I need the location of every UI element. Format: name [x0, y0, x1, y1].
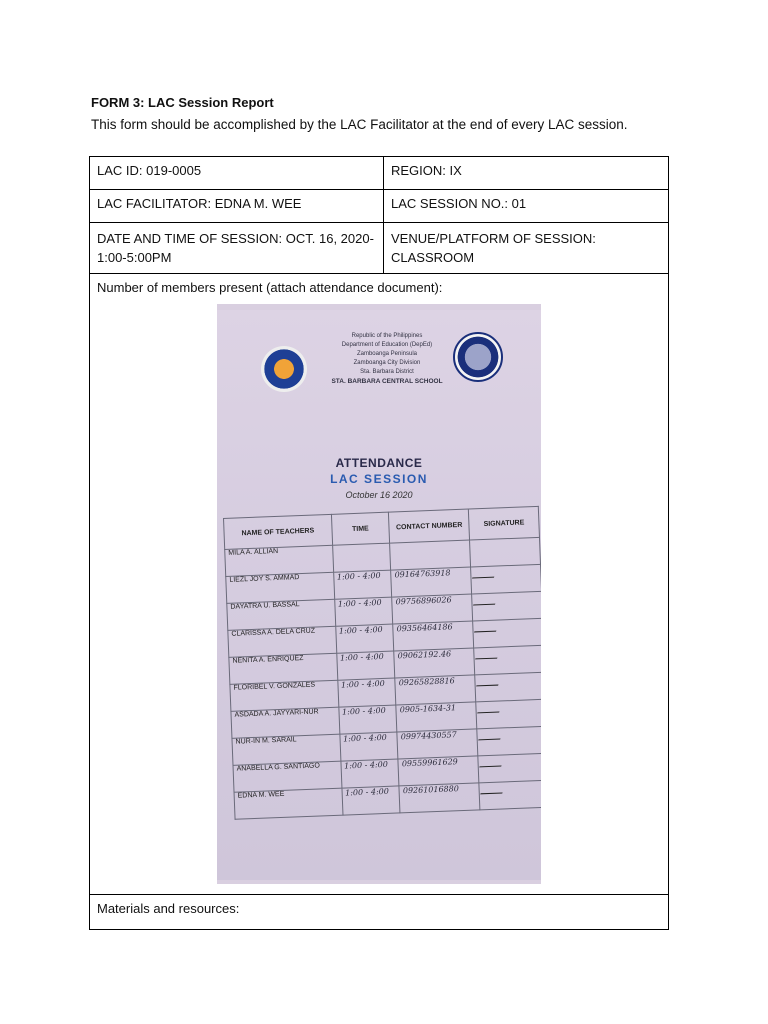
letterhead-line: Republic of the Philippines	[351, 333, 423, 339]
time-cell: 1:00 - 4:00	[341, 786, 400, 815]
venue-cell: VENUE/PLATFORM OF SESSION: CLASSROOM	[384, 223, 669, 274]
teacher-name: LIEZL JOY S. AMMAD	[226, 572, 334, 603]
signature-icon	[479, 755, 506, 767]
school-name: STA. BARBARA CENTRAL SCHOOL	[331, 378, 443, 385]
time-cell: 1:00 - 4:00	[333, 570, 392, 599]
letterhead-line: Sta. Barbara District	[360, 369, 414, 375]
column-header: NAME OF TEACHERS	[224, 514, 333, 549]
signature-cell	[470, 537, 541, 567]
signature-icon	[473, 593, 500, 605]
signature-icon	[472, 566, 499, 578]
members-present-label: Number of members present (attach attendance document):	[97, 280, 443, 295]
teacher-name: MILA A. ALLIAN	[225, 545, 333, 576]
teacher-name: CLARISSA A. DELA CRUZ	[228, 626, 336, 657]
form-title: FORM 3: LAC Session Report	[91, 95, 274, 110]
letterhead-line: Department of Education (DepEd)	[341, 342, 433, 348]
contact-cell: 09559961629	[398, 756, 479, 786]
column-header: CONTACT NUMBER	[389, 509, 470, 543]
signature-cell	[477, 726, 541, 756]
contact-cell: 09356464186	[393, 621, 474, 651]
attendance-table	[223, 506, 541, 820]
session-no-cell: LAC SESSION NO.: 01	[384, 190, 669, 223]
signature-cell	[478, 753, 541, 783]
contact-cell: 09265828816	[395, 675, 476, 705]
attendance-photo	[217, 304, 541, 884]
school-seal-icon	[261, 346, 307, 392]
signature-cell	[472, 591, 541, 621]
form-description: This form should be accomplished by the LAC Facilitator at the end of every LAC session.	[91, 117, 628, 132]
teacher-name: NENITA A. ENRIQUEZ	[229, 653, 337, 684]
signature-cell	[474, 645, 541, 675]
time-cell: 1:00 - 4:00	[340, 759, 399, 788]
teacher-name: FLORIBEL V. GONZALES	[230, 680, 338, 711]
signature-icon	[476, 674, 503, 686]
signature-icon	[478, 728, 505, 740]
letterhead-line: Zamboanga City Division	[353, 360, 421, 366]
column-header: SIGNATURE	[468, 506, 539, 540]
facilitator-cell: LAC FACILITATOR: EDNA M. WEE	[90, 190, 384, 223]
column-header: TIME	[331, 512, 390, 545]
attendance-heading: ATTENDANCE	[335, 456, 423, 470]
teacher-name: ANABELLA G. SANTIAGO	[233, 761, 341, 792]
attendance-date: October 16 2020	[345, 490, 413, 500]
lac-session-heading: LAC SESSION	[330, 472, 428, 486]
date-time-cell: DATE AND TIME OF SESSION: OCT. 16, 2020-1:00-5:00PM	[90, 223, 384, 274]
contact-cell	[390, 540, 471, 570]
lac-id-cell: LAC ID: 019-0005	[90, 157, 384, 190]
letterhead	[327, 332, 447, 386]
time-cell: 1:00 - 4:00	[335, 624, 394, 653]
attendance-sheet	[217, 310, 541, 880]
teacher-name: EDNA M. WEE	[234, 788, 342, 819]
contact-cell: 09261016880	[399, 783, 480, 813]
signature-cell	[476, 699, 541, 729]
contact-cell: 09756896026	[392, 594, 473, 624]
signature-icon	[474, 620, 501, 632]
signature-icon	[475, 647, 502, 659]
teacher-name: DAYATRA U. BASSAL	[227, 599, 335, 630]
contact-cell: 09062192.46	[394, 648, 475, 678]
members-present-cell	[90, 274, 669, 895]
time-cell: 1:00 - 4:00	[339, 732, 398, 761]
signature-cell	[475, 672, 541, 702]
contact-cell: 09164763918	[391, 567, 472, 597]
region-cell: REGION: IX	[384, 157, 669, 190]
time-cell: 1:00 - 4:00	[338, 705, 397, 734]
time-cell: 1:00 - 4:00	[336, 651, 395, 680]
contact-cell: 09974430557	[397, 729, 478, 759]
signature-cell	[473, 618, 541, 648]
signature-cell	[479, 780, 541, 810]
teacher-name: ASDADA A. JAYYARI-NUR	[231, 707, 339, 738]
deped-seal-icon	[453, 332, 503, 382]
teacher-name: NUR-IN M. SARAIL	[232, 734, 340, 765]
signature-icon	[480, 782, 507, 794]
signature-cell	[471, 564, 541, 594]
time-cell: 1:00 - 4:00	[337, 678, 396, 707]
time-cell	[332, 543, 391, 572]
lac-report-table	[89, 156, 669, 930]
materials-cell: Materials and resources:	[90, 895, 669, 930]
time-cell: 1:00 - 4:00	[334, 597, 393, 626]
signature-icon	[477, 701, 504, 713]
contact-cell: 0905-1634-31	[396, 702, 477, 732]
letterhead-line: Zamboanga Peninsula	[356, 351, 418, 357]
